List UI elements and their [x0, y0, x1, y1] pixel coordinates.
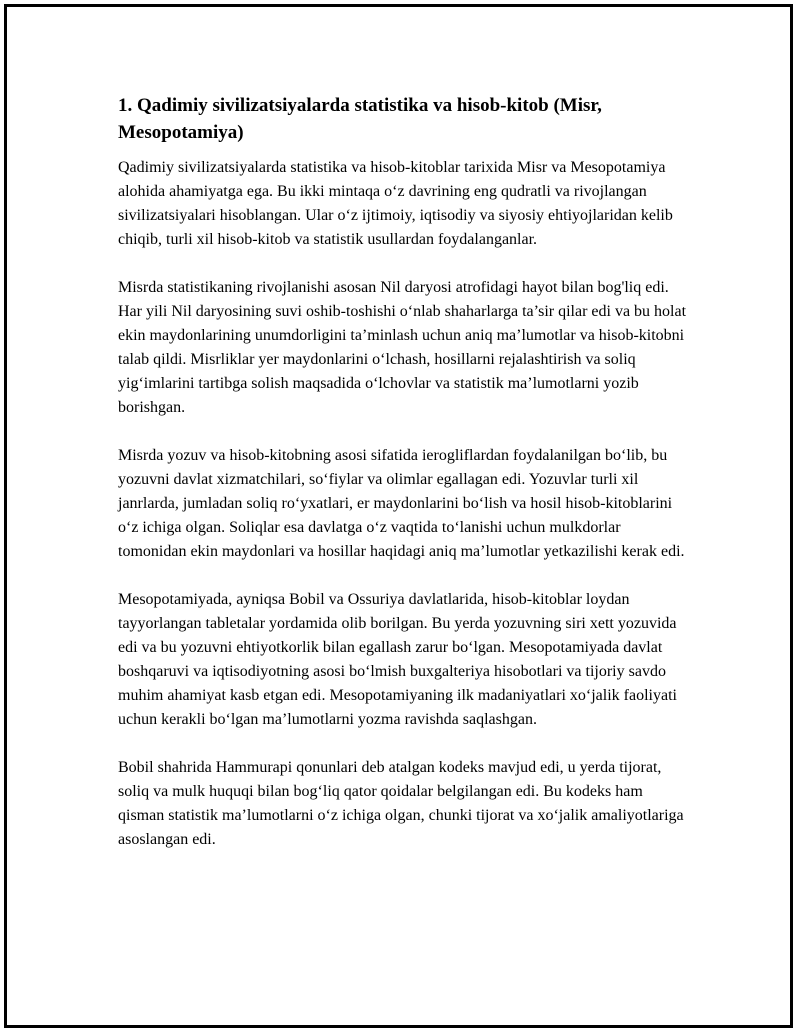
paragraph-intro: Qadimiy sivilizatsiyalarda statistika va hisob-kitoblar tarixida Misr va Mesopotamiya alohida ahamiyatga ega. Bu ikki mintaqa o‘z davrining eng qudratli va rivojlangan sivilizatsiyalari hisoblangan. Ular o‘z ijtimoiy, iqtisodiy va siyosiy ehtiyojlaridan kelib chiqib, turli xil hisob-kitob va statistik usullardan foydalanganlar. — [118, 159, 673, 248]
paragraph-egypt-nile: Misrda statistikaning rivojlanishi asosan Nil daryosi atrofidagi hayot bilan bog'liq edi. Har yili Nil daryosining suvi oshib-toshishi o‘nlab shaharlarga ta’sir qilar edi va bu holat ekin maydonlarining unumdorligini ta’minlash uchun aniq ma’lumotlar va hisob-kitobni talab qildi. Misrliklar yer maydonlarini o‘lchash, hosillarni rejalashtirish va soliq yig‘imlarini tartibga solish maqsadida o‘lchovlar va statistik ma’lumotlarni yozib borishgan. — [118, 279, 687, 416]
document-body — [118, 92, 690, 876]
paragraph-hammurabi: Bobil shahrida Hammurapi qonunlari deb atalgan kodeks mavjud edi, u yerda tijorat, soliq va mulk huquqi bilan bog‘liq qator qoidalar belgilangan edi. Bu kodeks ham qisman statistik ma’lumotlarni o‘z ichiga olgan, chunki tijorat va xo‘jalik amaliyotlariga asoslangan edi. — [118, 759, 684, 848]
paragraph-mesopotamia: Mesopotamiyada, ayniqsa Bobil va Ossuriya davlatlarida, hisob-kitoblar loydan tayyorlangan tabletalar yordamida olib borilgan. Bu yerda yozuvning siri xett yozuvida edi va bu yozuvni ehtiyotkorlik bilan egallash zarur bo‘lgan. Mesopotamiyada davlat boshqaruvi va iqtisodiyotning asosi bo‘lmish buxgalteriya hisobotlari va tijoriy savdo muhim ahamiyat kasb etgan edi. Mesopotamiyaning ilk madaniyatlari xo‘jalik faoliyati uchun kerakli bo‘lgan ma’lumotlarni yozma ravishda saqlashgan. — [118, 591, 677, 728]
paragraph-egypt-writing: Misrda yozuv va hisob-kitobning asosi sifatida ierogliflardan foydalanilgan bo‘lib, bu yozuvni davlat xizmatchilari, so‘fiylar va olimlar egallagan edi. Yozuvlar turli xil janrlarda, jumladan soliq ro‘yxatlari, er maydonlarini bo‘lish va hosil hisob-kitoblarini o‘z ichiga olgan. Soliqlar esa davlatga o‘z vaqtida to‘lanishi uchun mulkdorlar tomonidan ekin maydonlari va hosillar haqidagi aniq ma’lumotlar yetkazilishi kerak edi. — [118, 447, 685, 560]
section-heading: 1. Qadimiy sivilizatsiyalarda statistika va hisob-kitob (Misr, Mesopotamiya) — [118, 95, 602, 143]
